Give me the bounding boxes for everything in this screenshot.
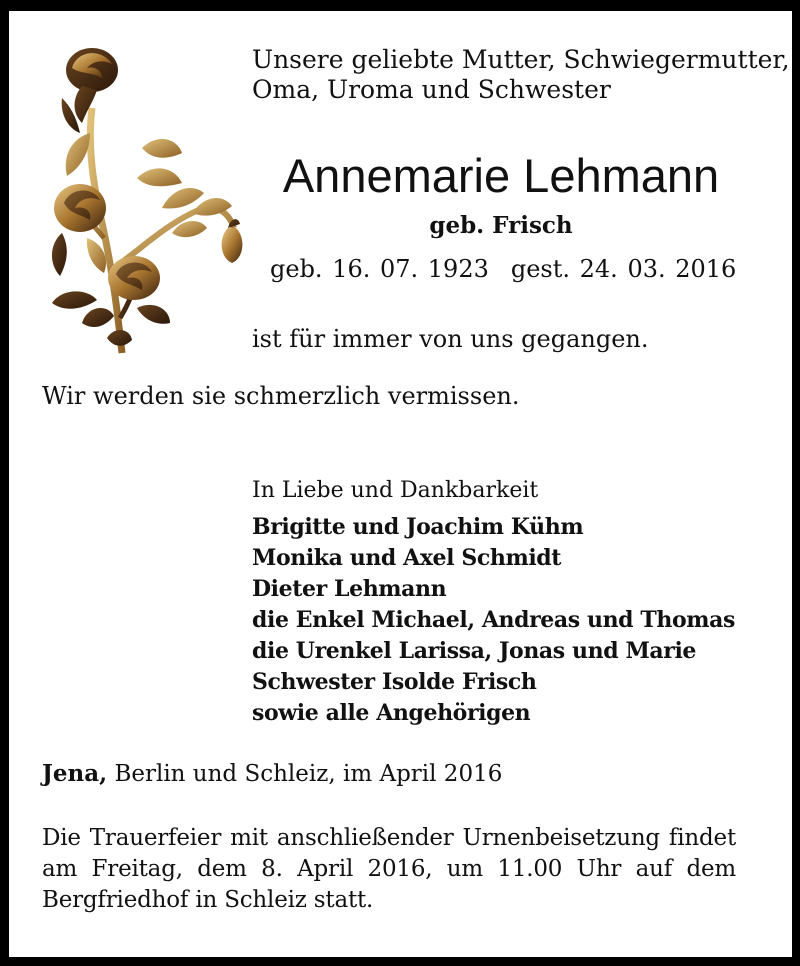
mourner-entry: die Enkel Michael, Andreas und Thomas (252, 607, 735, 633)
mourner-entry: die Urenkel Larissa, Jonas und Marie (252, 638, 697, 664)
mourner-entry: Dieter Lehmann (252, 576, 447, 602)
mourners-list (252, 512, 735, 729)
place-city: Jena, (42, 760, 108, 787)
mourner-entry: sowie alle Angehörigen (252, 700, 531, 726)
mourner-entry: Schwester Isolde Frisch (252, 669, 537, 695)
thanks-line: In Liebe und Dankbarkeit (252, 478, 539, 503)
place-rest: Berlin und Schleiz, im April 2016 (107, 761, 503, 787)
mourner-entry: Brigitte und Joachim Kühm (252, 514, 584, 540)
deceased-name: Annemarie Lehmann (282, 149, 720, 202)
mourner-entry: Monika und Axel Schmidt (252, 545, 562, 571)
life-dates (270, 255, 736, 283)
intro-text (252, 45, 790, 105)
rose-branch-icon (42, 38, 252, 358)
intro-line: Unsere geliebte Mutter, Schwiegermutter, (252, 45, 790, 74)
service-info: Die Trauerfeier mit anschließender Urnenbeisetzung findet am Freitag, dem 8. April 2016, um 11.00 Uhr auf dem Bergfriedhof in Schleiz statt. (42, 825, 736, 913)
passed-away-line: ist für immer von uns gegangen. (252, 325, 649, 353)
death-date: gest. 24. 03. 2016 (510, 255, 737, 283)
maiden-name: geb. Frisch (429, 212, 573, 239)
birth-date: geb. 16. 07. 1923 (270, 255, 489, 283)
intro-line: Oma, Uroma und Schwester (252, 75, 611, 104)
place-date-line (42, 760, 502, 787)
missed-line: Wir werden sie schmerzlich vermissen. (42, 382, 520, 410)
